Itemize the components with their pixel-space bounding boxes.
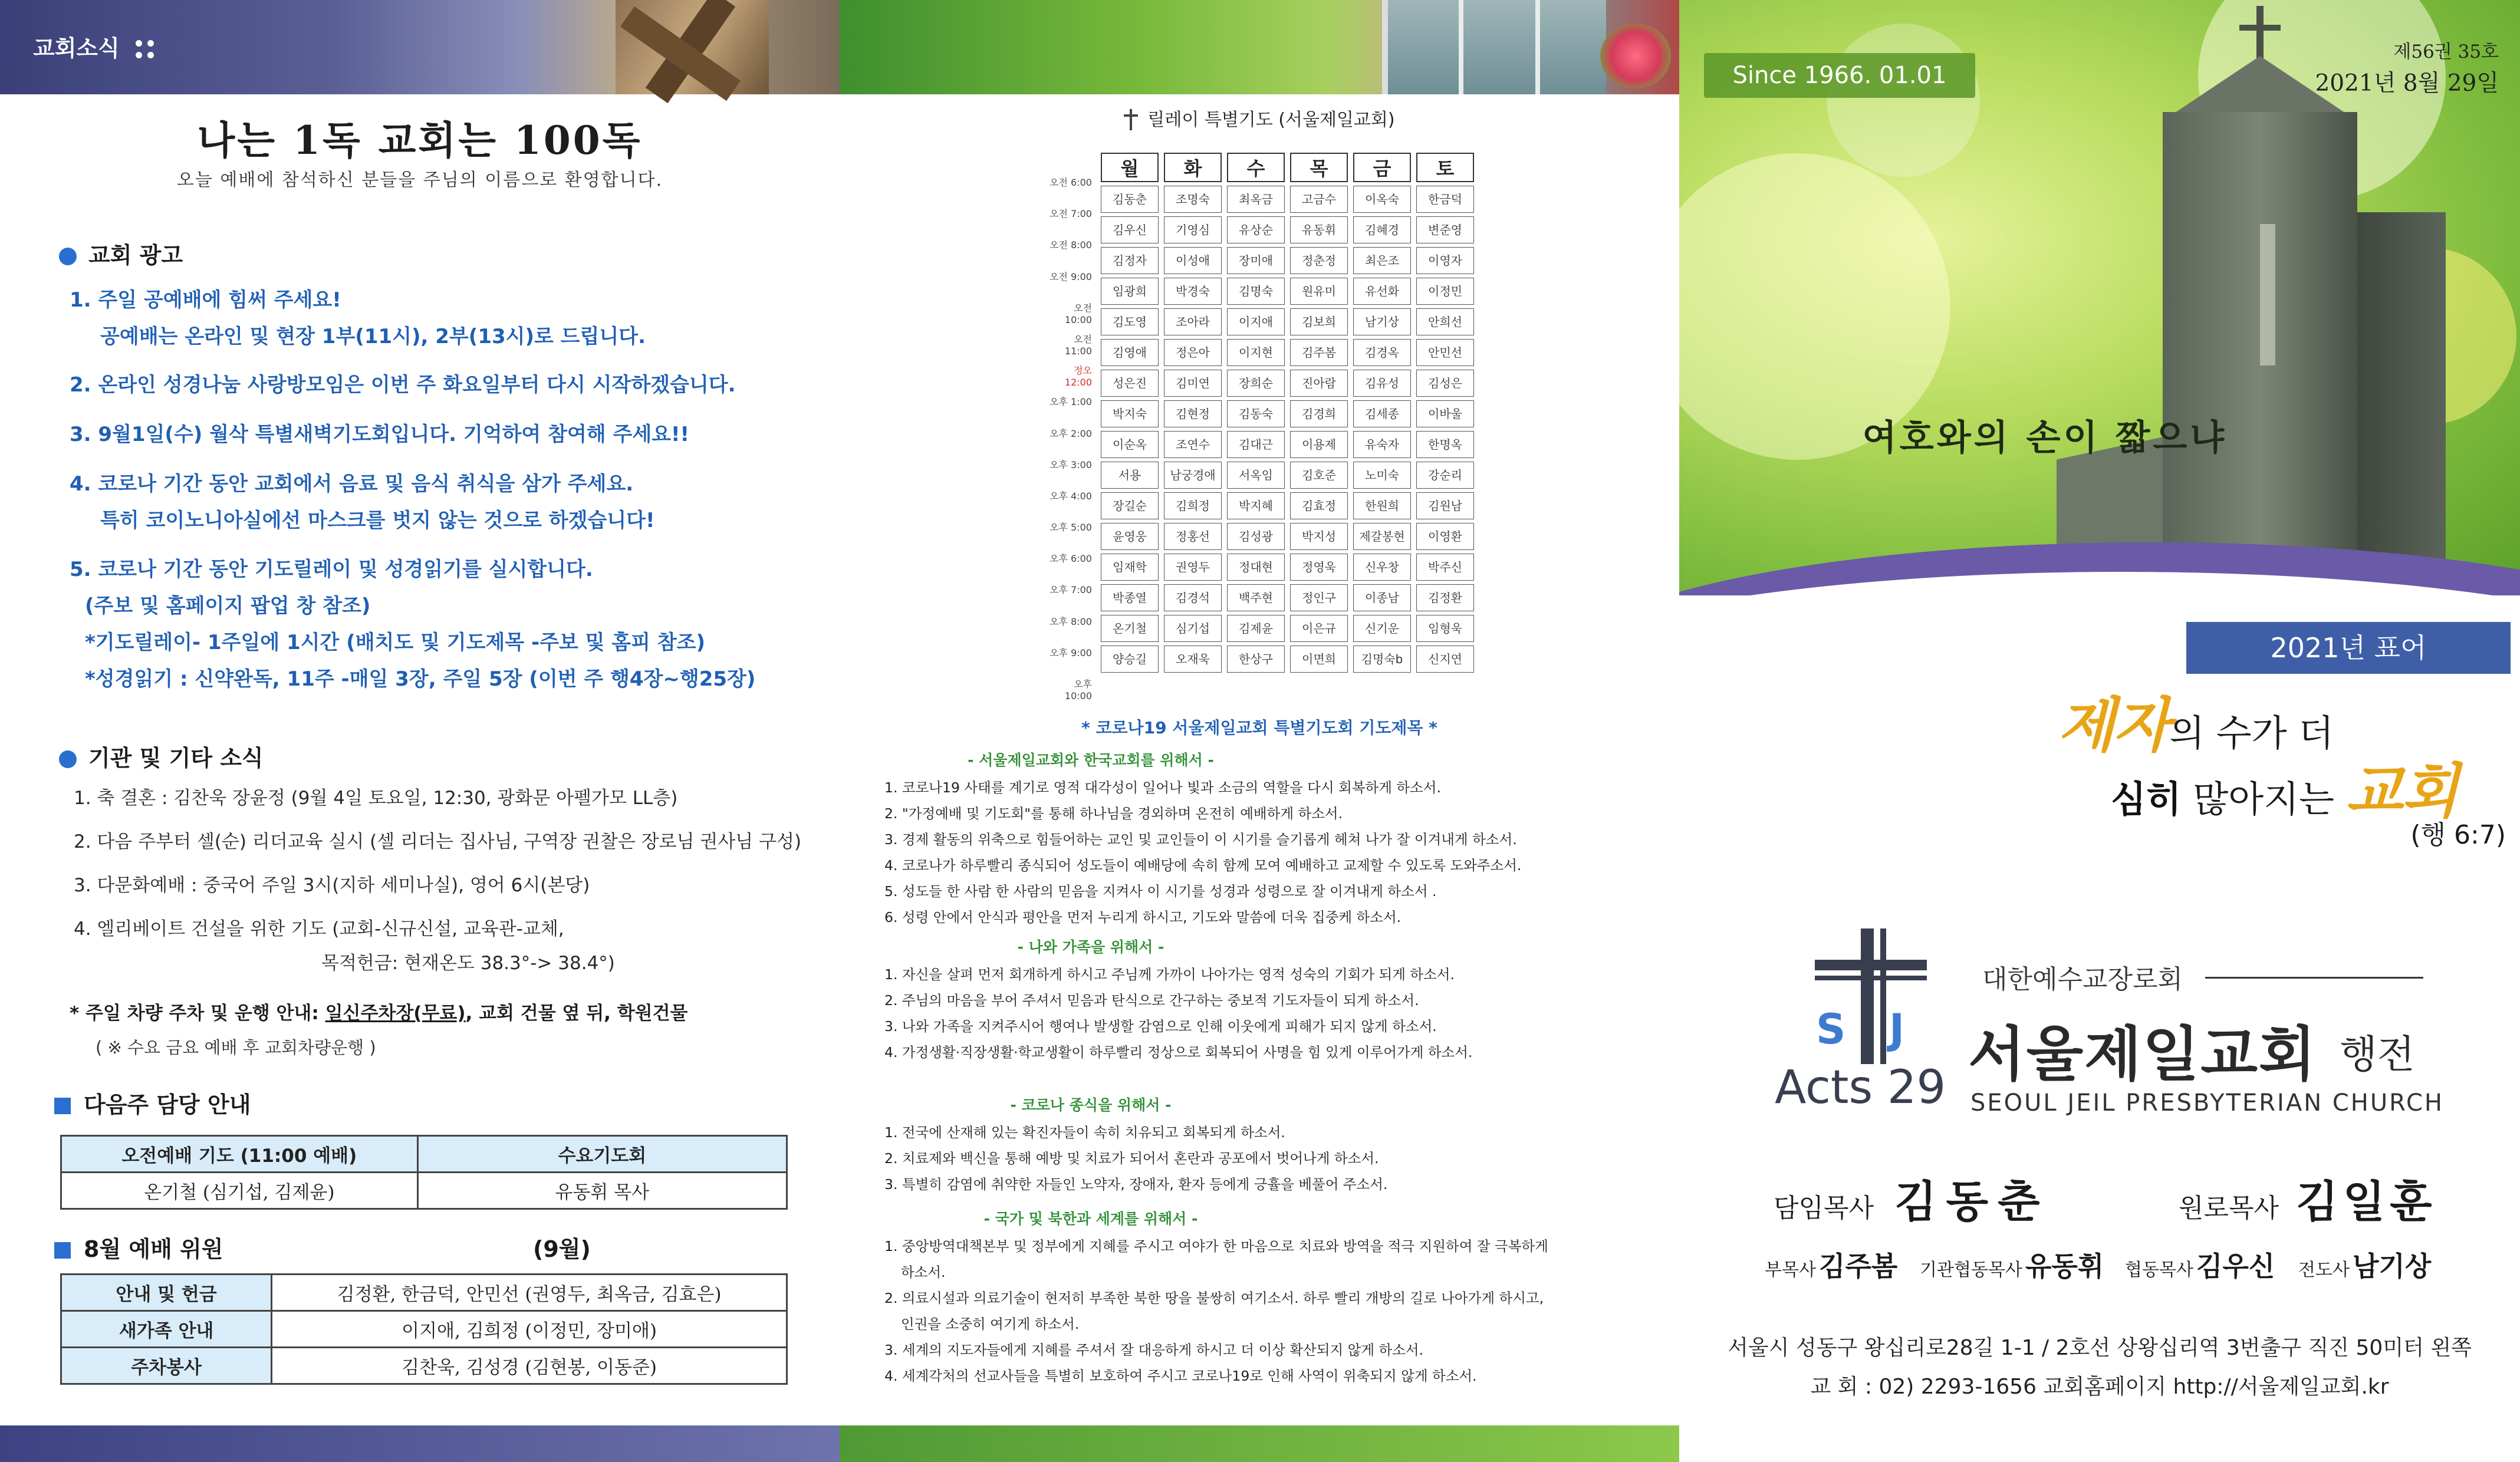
relay-cell: 이용제	[1290, 431, 1348, 458]
relay-cell: 안민선	[1416, 339, 1474, 366]
relay-cell: 김유성	[1353, 370, 1411, 397]
relay-cell: 최옥금	[1227, 186, 1285, 213]
prayer-line: 3. 세계의 지도자들에게 지혜를 주셔서 잘 대응하게 하시고 더 이상 확산되지 않게 하소서.	[884, 1342, 1424, 1358]
welcome-line: 오늘 예배에 참석하신 분들을 주님의 이름으로 환영합니다.	[176, 170, 663, 190]
prayer-group-title: - 국가 및 북한과 세계를 위해서 -	[983, 1210, 1198, 1227]
relay-cell: 노미숙	[1353, 462, 1411, 489]
staff-member: 기관협동목사 유동휘	[1920, 1250, 2104, 1282]
motto-line-2: 심히 많아지는 교회	[2111, 756, 2458, 826]
bullet-icon	[59, 248, 77, 265]
prayer-line: 3. 경제 활동의 위축으로 힘들어하는 교인 및 교인들이 이 시기를 슬기롭게 헤쳐 나가 잘 이겨내게 하소서.	[884, 831, 1517, 848]
relay-cell: 심기섭	[1164, 615, 1222, 642]
relay-cell: 정대현	[1227, 554, 1285, 581]
relay-cell: 김대근	[1227, 431, 1285, 458]
dots-icon	[136, 40, 156, 60]
relay-cell: 정영욱	[1290, 554, 1348, 581]
prayer-line: 1. 자신을 살펴 먼저 회개하게 하시고 주님께 가까이 나아가는 영적 성숙의 기회가 되게 하소서.	[884, 966, 1455, 983]
ad-item: 2. 온라인 성경나눔 사랑방모임은 이번 주 화요일부터 다시 시작하겠습니다.	[70, 373, 736, 397]
section-tag	[18, 25, 171, 72]
staff-member: 부목사 김주봄	[1765, 1250, 1898, 1282]
relay-cell: 안희선	[1416, 308, 1474, 335]
table-row	[1101, 278, 1474, 305]
staff-member: 협동목사 김우신	[2125, 1250, 2275, 1282]
window-photo	[1382, 0, 1606, 94]
relay-cell: 유선화	[1353, 278, 1411, 305]
relay-cell: 변준영	[1416, 216, 1474, 243]
time-label: 오전 10:00	[1064, 302, 1092, 325]
time-label: 오후 9:00	[1050, 647, 1092, 658]
relay-cell: 서옥임	[1227, 462, 1285, 489]
relay-cell: 박지성	[1290, 523, 1348, 550]
table-cell: 온기철 (심기섭, 김제윤)	[61, 1173, 418, 1209]
prayer-line: 5. 성도들 한 사람 한 사람의 믿음을 지켜사 이 시기를 성경과 성령으로 잘 이겨내게 하소서 .	[884, 883, 1437, 900]
table-header: 오전예배 기도 (11:00 예배)	[61, 1136, 418, 1173]
table-row	[1101, 523, 1474, 550]
relay-cell: 이영환	[1416, 523, 1474, 550]
staff-member: 전도사 남기상	[2298, 1250, 2432, 1282]
relay-cell: 김경희	[1290, 400, 1348, 427]
table-row	[1101, 400, 1474, 427]
table-header: 안내 및 헌금	[61, 1275, 272, 1311]
time-label: 오후 3:00	[1050, 459, 1092, 470]
next-week-heading: 다음주 담당 안내	[54, 1086, 251, 1119]
prayer-group-title: - 나와 가족을 위해서 -	[1017, 939, 1164, 956]
relay-cell: 이지애	[1227, 308, 1285, 335]
relay-cell: 김현정	[1164, 400, 1222, 427]
relay-cell: 원유미	[1290, 278, 1348, 305]
relay-cell: 김경석	[1164, 584, 1222, 611]
relay-cell: 조아라	[1164, 308, 1222, 335]
relay-cell: 이면희	[1290, 646, 1348, 673]
ad-item: 3. 9월1일(수) 월삭 특별새벽기도회입니다. 기억하여 참여해 주세요!!	[70, 423, 690, 446]
relay-cell: 강순리	[1416, 462, 1474, 489]
top-band	[0, 0, 840, 94]
relay-cell: 김우신	[1101, 216, 1159, 243]
prayer-line: 4. 코로나가 하루빨리 종식되어 성도들이 예배당에 속히 함께 모여 예배하고 교제할 수 있도록 도와주소서.	[884, 857, 1522, 874]
ad-item: 1. 주일 공예배에 힘써 주세요! 공예배는 온라인 및 현장 1부(11시), 2부(13시)로 드립니다.	[70, 288, 646, 348]
prayer-group-title: - 코로나 종식을 위해서 -	[1010, 1096, 1172, 1114]
acts-label: Acts 29	[1775, 1061, 1946, 1114]
prayer-group	[884, 936, 1663, 1065]
cross-icon	[1124, 109, 1138, 130]
relay-cell: 신기운	[1353, 615, 1411, 642]
time-label: 오후 6:00	[1050, 553, 1092, 565]
relay-cell: 이종남	[1353, 584, 1411, 611]
bullet-icon	[54, 1098, 71, 1114]
day-header: 수	[1227, 153, 1285, 182]
time-label: 오전 8:00	[1050, 239, 1092, 251]
divider	[2205, 977, 2423, 979]
org-heading: 기관 및 기타 소식	[59, 740, 264, 772]
relay-cell: 한명옥	[1416, 431, 1474, 458]
prayer-line: 1. 중앙방역대책본부 및 정부에게 지혜를 주시고 여야가 한 마음으로 치료와 방역을 적극 지원하여 잘 극복하게	[884, 1238, 1548, 1254]
relay-cell: 제갈봉현	[1353, 523, 1411, 550]
table-header: 새가족 안내	[61, 1311, 272, 1348]
org-item: 2. 다음 주부터 셀(순) 리더교육 실시 (셀 리더는 집사님, 구역장 권찰은 장로님 권사님 구성)	[74, 831, 802, 852]
church-contact: 교 회 : 02) 2293-1656 교회홈페이지 http://서울제일교회.kr	[1810, 1375, 2389, 1399]
relay-cell: 김명숙	[1227, 278, 1285, 305]
day-header: 금	[1353, 153, 1411, 182]
table-row	[1101, 370, 1474, 397]
relay-cell: 이순옥	[1101, 431, 1159, 458]
relay-cell: 박지혜	[1227, 492, 1285, 519]
relay-cell: 김효정	[1290, 492, 1348, 519]
table-header: 수요기도회	[417, 1136, 787, 1173]
bullet-icon	[54, 1242, 71, 1259]
relay-cell: 장길순	[1101, 492, 1159, 519]
org-item: 3. 다문화예배 : 중국어 주일 3시(지하 세미나실), 영어 6시(본당)	[74, 875, 590, 896]
section-tag-label: 교회소식	[33, 35, 120, 61]
relay-cell: 김보희	[1290, 308, 1348, 335]
table-row	[1101, 308, 1474, 335]
ad-item: 5. 코로나 기간 동안 기도릴레이 및 성경읽기를 실시합니다. (주보 및 홈페이지 팝업 창 참조) *기도릴레이- 1주일에 1시간 (배치도 및 기도제목 -주보 및 홈피 참조) *성경읽기 : 신약완독, 11주 -매일 3장, 주일 5장 (이번 주 행4장~행25장)	[70, 558, 756, 691]
relay-cell: 정춘정	[1290, 247, 1348, 274]
relay-cell: 정은아	[1164, 339, 1222, 366]
logo-cross-icon	[1880, 928, 1886, 1064]
relay-cell: 양승길	[1101, 646, 1159, 673]
table-row	[1101, 462, 1474, 489]
relay-cell: 김성광	[1227, 523, 1285, 550]
tower-plaque	[2260, 224, 2275, 366]
time-label: 오전 7:00	[1050, 208, 1092, 220]
issue-number: 제56권 35호	[2393, 41, 2499, 62]
prayer-line: 4. 세계각처의 선교사들을 특별히 보호하여 주시고 코로나19로 인해 사역이 위축되지 않게 하소서.	[884, 1368, 1477, 1384]
relay-cell: 백주현	[1227, 584, 1285, 611]
prayer-line: 1. 코로나19 사태를 계기로 영적 대각성이 일어나 빛과 소금의 역할을 다시 회복하게 하소서.	[884, 779, 1441, 796]
bullet-icon	[59, 750, 77, 768]
relay-cell: 임형욱	[1416, 615, 1474, 642]
prayer-line: 1. 전국에 산재해 있는 확진자들이 속히 치유되고 회복되게 하소서.	[884, 1124, 1285, 1141]
relay-cell: 정홍선	[1164, 523, 1222, 550]
prayer-line: 3. 나와 가족을 지켜주시어 행여나 발생할 감염으로 인해 이웃에게 피해가 되지 않게 하소서.	[884, 1018, 1437, 1035]
table-row	[61, 1275, 787, 1311]
day-header: 토	[1416, 153, 1474, 182]
church-name-english: SEOUL JEIL PRESBYTERIAN CHURCH	[1970, 1089, 2444, 1117]
relay-cell: 이정민	[1416, 278, 1474, 305]
relay-cell: 윤영웅	[1101, 523, 1159, 550]
relay-cell: 성은진	[1101, 370, 1159, 397]
relay-cell: 오재욱	[1164, 646, 1222, 673]
table-row	[61, 1348, 787, 1384]
table-row	[1101, 615, 1474, 642]
relay-cell: 김세종	[1353, 400, 1411, 427]
relay-cell: 김호준	[1290, 462, 1348, 489]
relay-cell: 김동춘	[1101, 186, 1159, 213]
relay-cell: 한원희	[1353, 492, 1411, 519]
sermon-title: 여호와의 손이 짧으냐	[1862, 417, 2228, 459]
table-row	[1101, 554, 1474, 581]
relay-cell: 한금덕	[1416, 186, 1474, 213]
relay-cell: 임재학	[1101, 554, 1159, 581]
relay-cell: 김제윤	[1227, 615, 1285, 642]
prayer-line: 3. 특별히 감염에 취약한 자들인 노약자, 장애자, 환자 등에게 긍휼을 베풀어 주소서.	[884, 1176, 1388, 1193]
church-name-suffix: 행전	[2340, 1032, 2415, 1077]
time-label: 오전 11:00	[1064, 333, 1092, 357]
main-headline: 나는 1독 교회는 100독	[197, 117, 643, 163]
next-week-table	[60, 1135, 788, 1210]
relay-schedule-table	[1095, 149, 1479, 676]
spire-cross-icon	[2239, 25, 2281, 31]
table-cell: 이지애, 김희정 (이정민, 장미애)	[272, 1311, 787, 1348]
bottom-band	[840, 1425, 1679, 1462]
prayer-group-title: - 서울제일교회와 한국교회를 위해서 -	[968, 752, 1214, 769]
time-label: 오전 9:00	[1050, 271, 1092, 282]
relay-cell: 김명숙b	[1353, 646, 1411, 673]
prayer-group	[884, 749, 1663, 930]
relay-cell: 김경옥	[1353, 339, 1411, 366]
day-header: 목	[1290, 153, 1348, 182]
relay-title: 릴레이 특별기도 (서울제일교회)	[840, 105, 1679, 131]
committee-heading: 8월 예배 위원	[54, 1231, 223, 1263]
prayer-line: 2. 치료제와 백신을 통해 예방 및 치료가 되어서 혼란과 공포에서 벗어나게 하소서.	[884, 1150, 1379, 1167]
time-label: 정오 12:00	[1064, 365, 1092, 388]
time-label: 오후 1:00	[1050, 396, 1092, 408]
relay-cell: 박종열	[1101, 584, 1159, 611]
relay-cell: 김성은	[1416, 370, 1474, 397]
relay-cell: 최은조	[1353, 247, 1411, 274]
relay-cell: 이바울	[1416, 400, 1474, 427]
day-header: 월	[1101, 153, 1159, 182]
ads-heading: 교회 광고	[59, 237, 183, 269]
relay-cell: 김원남	[1416, 492, 1474, 519]
table-row	[61, 1311, 787, 1348]
flower-icon	[1600, 24, 1671, 88]
relay-cell: 진아람	[1290, 370, 1348, 397]
logo-cross-icon	[1815, 976, 1927, 980]
table-cell: 김정환, 한금덕, 안민선 (권영두, 최옥금, 김효은)	[272, 1275, 787, 1311]
relay-cell: 고금수	[1290, 186, 1348, 213]
prayer-line: 2. 의료시설과 의료기술이 현저히 부족한 북한 땅을 불쌍히 여기소서. 하루 빨리 개방의 길로 나아가게 하시고,	[884, 1290, 1544, 1306]
time-label: 오전 6:00	[1050, 177, 1092, 188]
relay-cell: 한상구	[1227, 646, 1285, 673]
relay-cell: 유동휘	[1290, 216, 1348, 243]
since-badge: Since 1966. 01.01	[1704, 53, 1975, 98]
relay-cell: 온기철	[1101, 615, 1159, 642]
logo-cross-icon	[1815, 960, 1927, 970]
relay-cell: 김미연	[1164, 370, 1222, 397]
relay-cell: 이은규	[1290, 615, 1348, 642]
time-label: 오후 8:00	[1050, 615, 1092, 627]
table-row	[1101, 339, 1474, 366]
senior-pastor: 담임목사 김동춘	[1774, 1177, 2049, 1227]
motto-line-1: 제자의 수가 더	[2058, 690, 2334, 760]
relay-cell: 이영자	[1416, 247, 1474, 274]
table-header: 주차봉사	[61, 1348, 272, 1384]
relay-cell: 이지현	[1227, 339, 1285, 366]
relay-cell: 김동숙	[1227, 400, 1285, 427]
relay-cell: 장미애	[1227, 247, 1285, 274]
issue-date: 2021년 8월 29일	[2315, 70, 2499, 97]
relay-cell: 김혜경	[1353, 216, 1411, 243]
org-item: 1. 축 결혼 : 김찬욱 장윤정 (9월 4일 토요일, 12:30, 광화문 아펠가모 LL층)	[74, 788, 678, 809]
relay-cell: 이성애	[1164, 247, 1222, 274]
prayer-line: 하소서.	[901, 1264, 946, 1280]
logo-cross-icon	[1861, 928, 1874, 1064]
parking-note: * 주일 차량 주차 및 운행 안내: 일신주차장(무료), 교회 건물 옆 뒤, 학원건물 ( ※ 수요 금요 예배 후 교회차량운행 )	[70, 1003, 688, 1058]
table-row	[1101, 216, 1474, 243]
relay-cell: 신지연	[1416, 646, 1474, 673]
time-label: 오후 5:00	[1050, 522, 1092, 534]
logo-letter: J	[1889, 1005, 1905, 1053]
relay-cell: 남기상	[1353, 308, 1411, 335]
org-item: 4. 엘리베이트 건설을 위한 기도 (교회-신규신설, 교육관-교체, 목적헌금: 현재온도 38.3°-> 38.4°)	[74, 918, 615, 974]
table-row	[1101, 646, 1474, 673]
relay-cell: 조연수	[1164, 431, 1222, 458]
table-row	[1101, 431, 1474, 458]
relay-cell: 신우창	[1353, 554, 1411, 581]
prayer-heading: * 코로나19 서울제일교회 특별기도회 기도제목 *	[1081, 718, 1437, 737]
relay-cell: 박지숙	[1101, 400, 1159, 427]
relay-cell: 박주신	[1416, 554, 1474, 581]
emeritus-pastor: 원로목사 김일훈	[2179, 1177, 2437, 1227]
relay-cell: 장희순	[1227, 370, 1285, 397]
relay-cell: 김희정	[1164, 492, 1222, 519]
relay-cell: 김정자	[1101, 247, 1159, 274]
logo-letter: S	[1816, 1005, 1846, 1053]
relay-cell: 유상순	[1227, 216, 1285, 243]
prayer-line: 2. "가정예배 및 기도회"를 통해 하나님을 경외하며 온전히 예배하게 하소서.	[884, 805, 1343, 822]
motto-reference: (행 6:7)	[2410, 820, 2506, 850]
prayer-line: 2. 주님의 마음을 부어 주셔서 믿음과 탄식으로 간구하는 중보적 기도자들이 되게 하소서.	[884, 992, 1419, 1009]
prayer-line: 6. 성령 안에서 안식과 평안을 먼저 누리게 하시고, 기도와 말씀에 더욱 집중케 하소서.	[884, 909, 1402, 926]
top-band	[840, 0, 1679, 94]
table-cell: 김찬욱, 김성경 (김현봉, 이동준)	[272, 1348, 787, 1384]
prayer-group	[884, 1207, 1663, 1389]
denomination: 대한예수교장로회	[1982, 964, 2183, 995]
relay-cell: 서용	[1101, 462, 1159, 489]
relay-cell: 김주봄	[1290, 339, 1348, 366]
relay-cell: 남궁경애	[1164, 462, 1222, 489]
time-label: 오후 10:00	[1064, 679, 1092, 702]
relay-cell: 정인구	[1290, 584, 1348, 611]
table-row	[1101, 247, 1474, 274]
committee-month: (9월)	[533, 1236, 591, 1262]
table-row	[1101, 584, 1474, 611]
table-cell: 유동휘 목사	[417, 1173, 787, 1209]
prayer-line: 4. 가정생활·직장생활·학교생활이 하루빨리 정상으로 회복되어 사명을 힘 있게 이루어가게 하소서.	[884, 1044, 1473, 1061]
motto-tag: 2021년 표어	[2186, 622, 2511, 674]
prayer-line: 인권을 소중히 여기게 하소서.	[901, 1316, 1080, 1332]
relay-cell: 유숙자	[1353, 431, 1411, 458]
committee-table	[60, 1273, 788, 1385]
church-name: 서울제일교회	[1968, 1020, 2317, 1089]
relay-cell: 임광희	[1101, 278, 1159, 305]
relay-cell: 기영심	[1164, 216, 1222, 243]
time-label: 오후 4:00	[1050, 490, 1092, 502]
relay-cell: 권영두	[1164, 554, 1222, 581]
table-row	[1101, 186, 1474, 213]
time-label: 오후 7:00	[1050, 584, 1092, 596]
church-address: 서울시 성동구 왕십리로28길 1-1 / 2호선 상왕십리역 3번출구 직진 50미터 왼쪽	[1728, 1336, 2472, 1360]
relay-cell: 이옥숙	[1353, 186, 1411, 213]
relay-cell: 김정환	[1416, 584, 1474, 611]
time-column	[1045, 177, 1092, 710]
relay-cell: 박경숙	[1164, 278, 1222, 305]
relay-cell: 김도영	[1101, 308, 1159, 335]
prayer-group	[884, 1094, 1663, 1197]
table-row	[1101, 492, 1474, 519]
day-header: 화	[1164, 153, 1222, 182]
ad-item: 4. 코로나 기간 동안 교회에서 음료 및 음식 취식을 삼가 주세요. 특히 코이노니아실에선 마스크를 벗지 않는 것으로 하겠습니다!	[70, 472, 655, 532]
relay-cell: 김영애	[1101, 339, 1159, 366]
relay-cell: 조명숙	[1164, 186, 1222, 213]
time-label: 오후 2:00	[1050, 427, 1092, 439]
bottom-band	[0, 1425, 840, 1462]
